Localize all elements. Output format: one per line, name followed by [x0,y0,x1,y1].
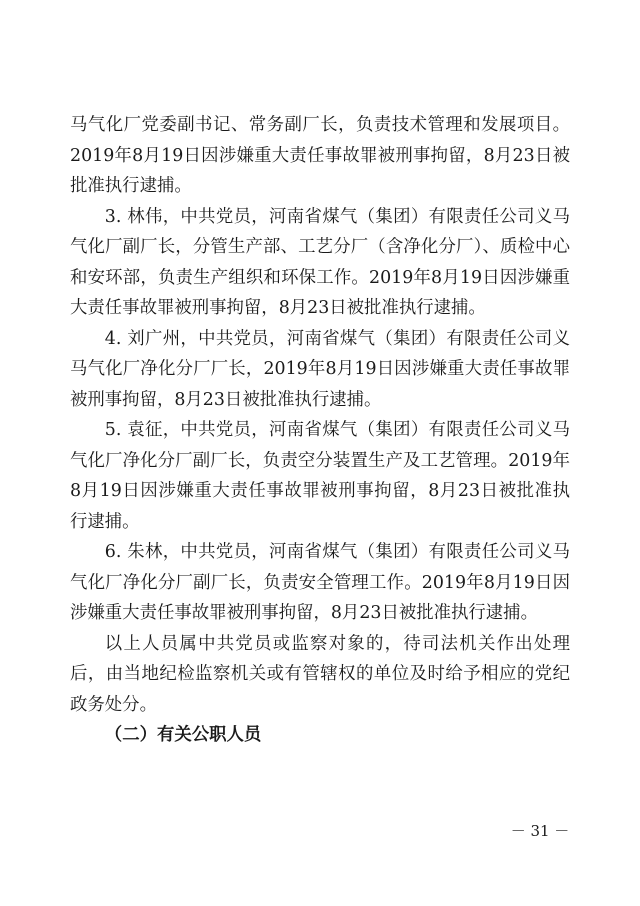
paragraph-item-4: 4. 刘广州，中共党员，河南省煤气（集团）有限责任公司义马气化厂净化分厂厂长，2019年8月19日因涉嫌重大责任事故罪被刑事拘留，8月23日被批准执行逮捕。 [70,328,570,410]
document-body [70,110,570,751]
paragraph-continuation: 马气化厂党委副书记、常务副厂长，负责技术管理和发展项目。2019年8月19日因涉嫌重大责任事故罪被刑事拘留，8月23日被批准执行逮捕。 [70,115,570,196]
paragraph-item-6: 6. 朱林，中共党员，河南省煤气（集团）有限责任公司义马气化厂净化分厂副厂长，负责安全管理工作。2019年8月19日因涉嫌重大责任事故罪被刑事拘留，8月23日被批准执行逮捕。 [70,542,570,623]
paragraph-item-3: 3. 林伟，中共党员，河南省煤气（集团）有限责任公司义马气化厂副厂长，分管生产部、工艺分厂（含净化分厂）、质检中心和安环部，负责生产组织和环保工作。2019年8月19日因涉嫌重大责任事故罪被刑事拘留，8月23日被批准执行逮捕。 [70,206,570,318]
paragraph-item-5: 5. 袁征，中共党员，河南省煤气（集团）有限责任公司义马气化厂净化分厂副厂长，负责空分装置生产及工艺管理。2019年8月19日因涉嫌重大责任事故罪被刑事拘留，8月23日被批准执行逮捕。 [70,420,570,532]
page-number: － 31 － [510,822,570,840]
paragraph-summary: 以上人员属中共党员或监察对象的，待司法机关作出处理后，由当地纪检监察机关或有管辖权的单位及时给予相应的党纪政务处分。 [70,633,570,715]
section-heading: （二）有关公职人员 [104,725,262,745]
